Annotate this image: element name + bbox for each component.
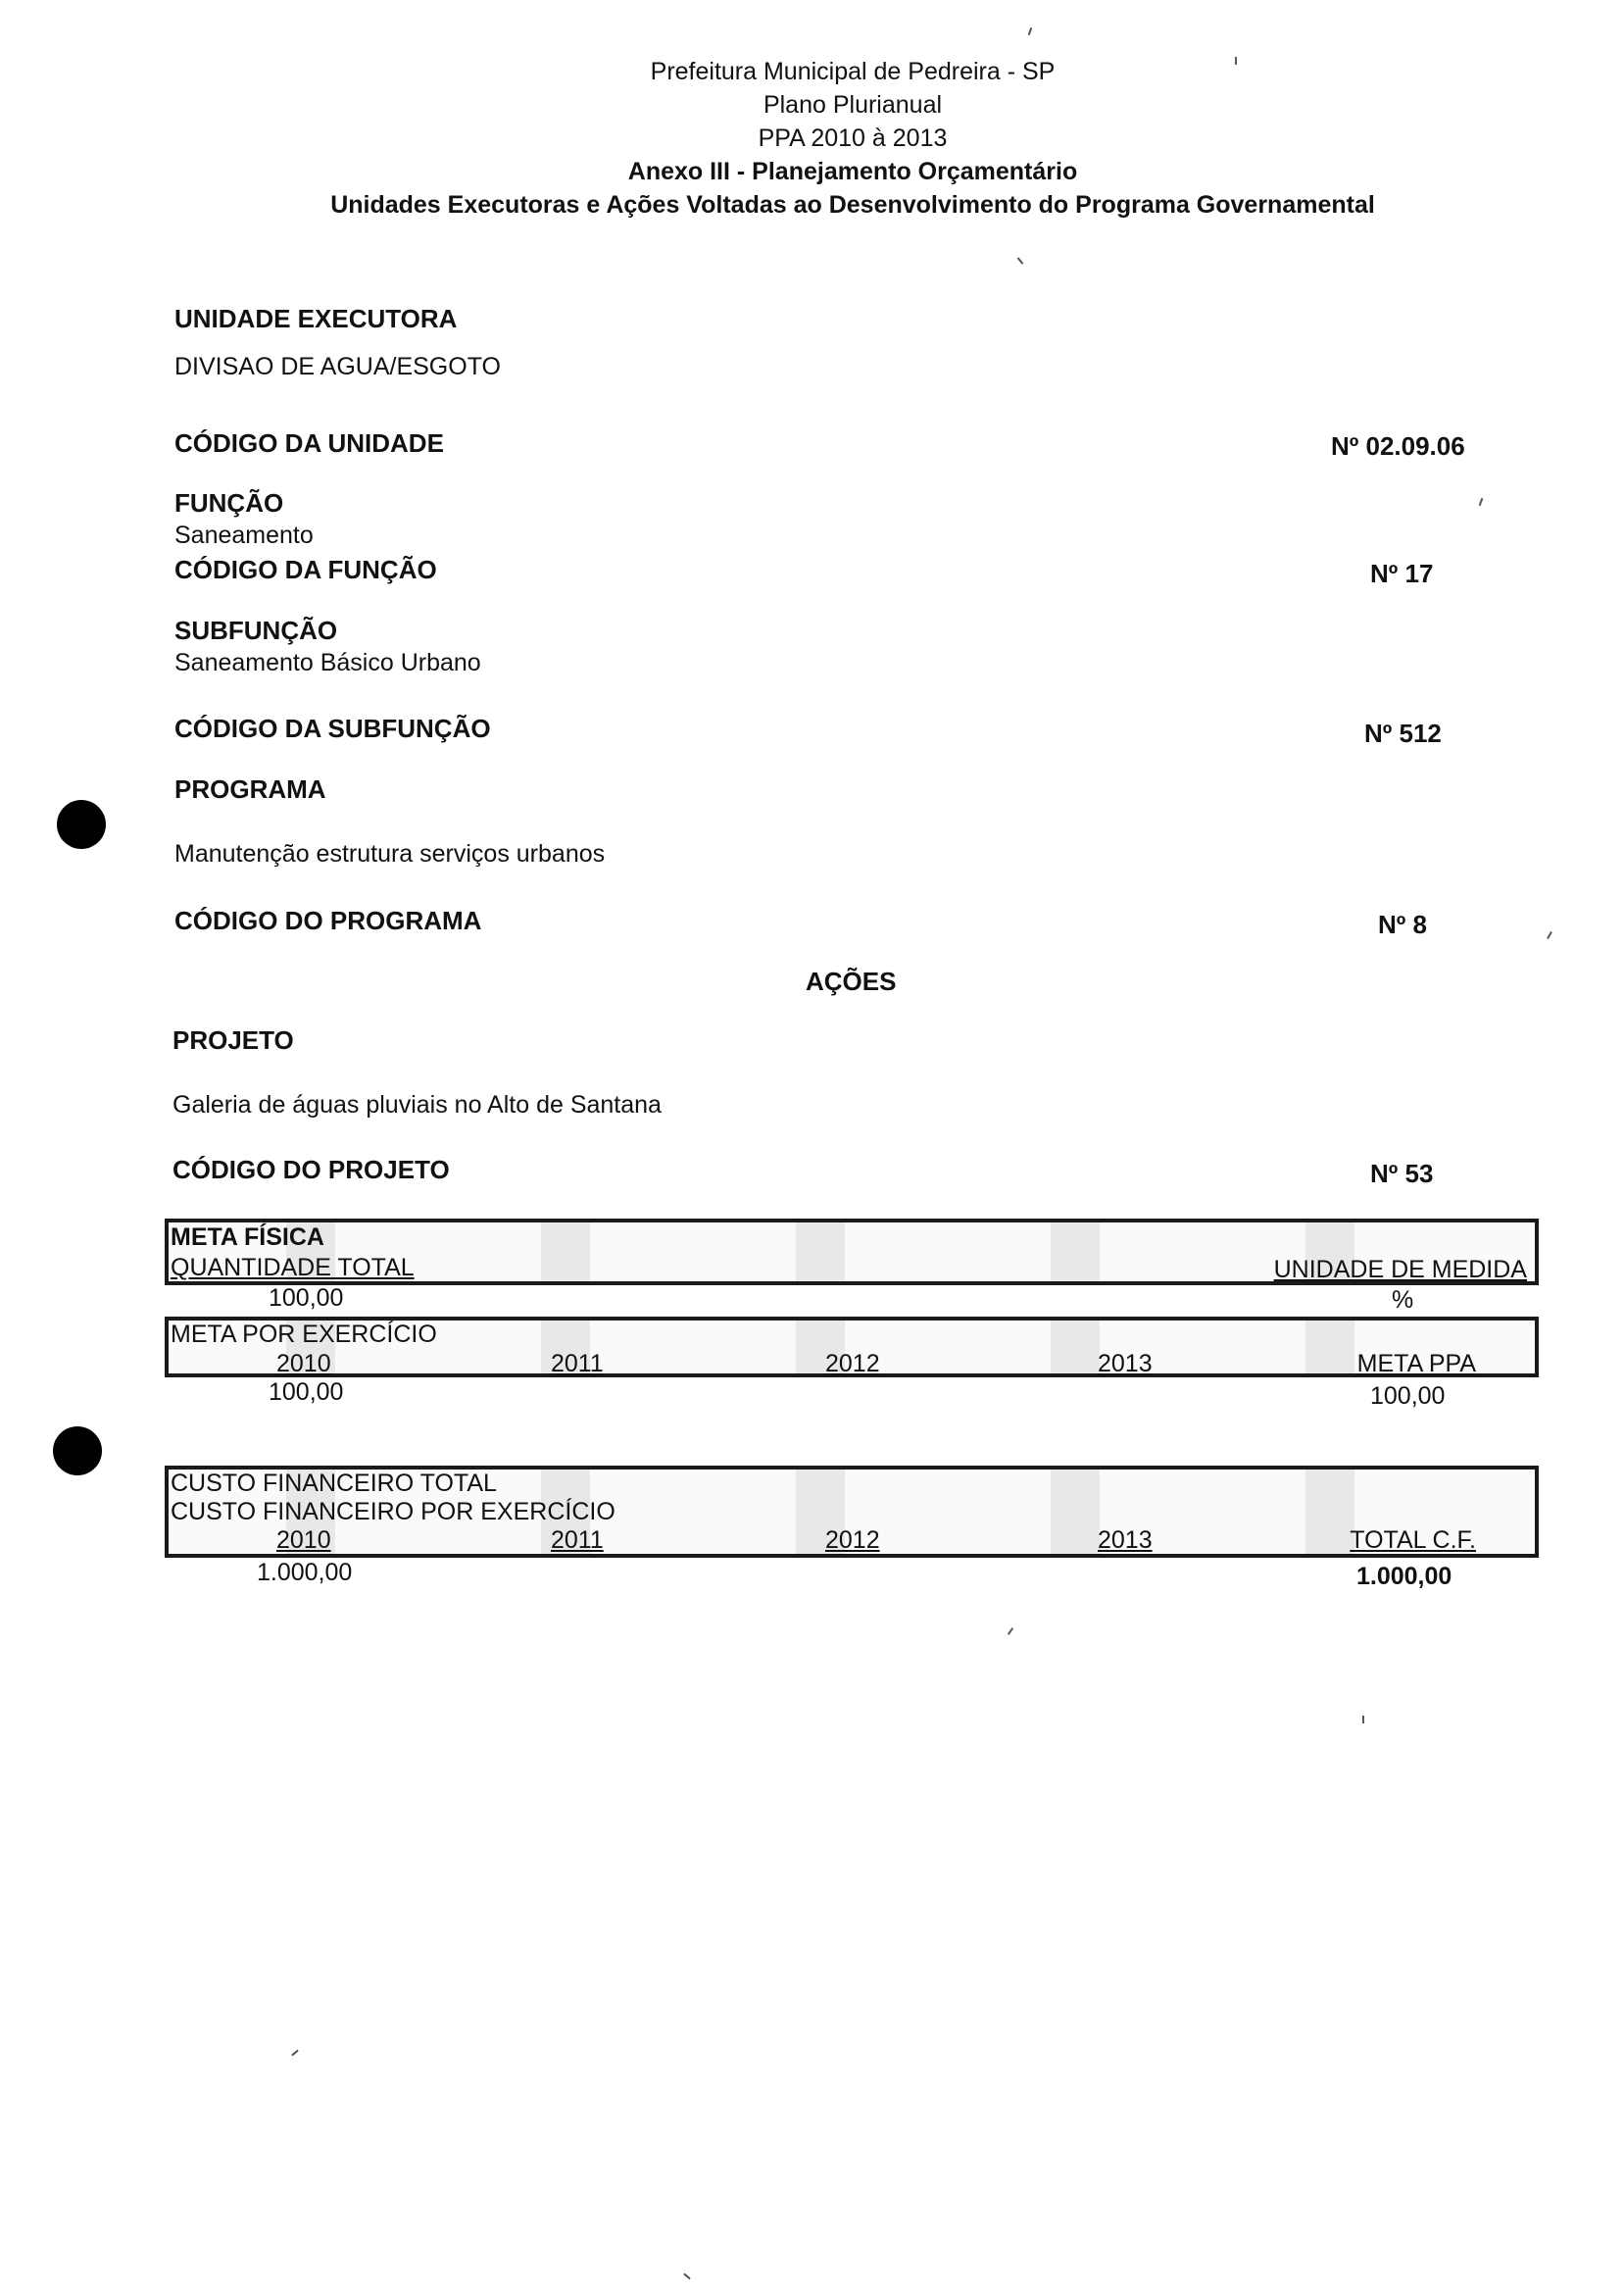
custo-year-2013: 2013 [1098,1526,1153,1554]
scan-speck [1028,27,1033,35]
unidade-executora-label: UNIDADE EXECUTORA [174,304,458,333]
scan-speck [683,2273,690,2280]
meta-exercicio-title: META POR EXERCÍCIO [171,1321,437,1348]
scan-speck [1008,1627,1013,1635]
meta-year-2013: 2013 [1098,1350,1153,1377]
codigo-unidade-value: Nº 02.09.06 [1331,431,1465,461]
codigo-funcao-label: CÓDIGO DA FUNÇÃO [174,555,437,584]
scan-speck [1479,498,1484,506]
codigo-projeto-value: Nº 53 [1370,1159,1434,1188]
funcao-value: Saneamento [174,522,314,549]
header-plan: Plano Plurianual [763,91,943,119]
codigo-programa-label: CÓDIGO DO PROGRAMA [174,906,482,935]
total-cf-value: 1.000,00 [1356,1563,1452,1590]
scan-speck [291,2050,298,2057]
custo-exercicio-subtitle: CUSTO FINANCEIRO POR EXERCÍCIO [171,1498,615,1525]
projeto-label: PROJETO [172,1025,294,1055]
custo-financeiro-title: CUSTO FINANCEIRO TOTAL [171,1470,497,1497]
meta-fisica-box [165,1219,1539,1285]
custo-year-2012: 2012 [825,1526,880,1554]
funcao-label: FUNÇÃO [174,488,284,518]
codigo-subfuncao-label: CÓDIGO DA SUBFUNÇÃO [174,714,491,743]
unidade-medida-label: UNIDADE DE MEDIDA [1273,1256,1527,1283]
meta-ppa-value: 100,00 [1370,1382,1446,1410]
meta-year-2011: 2011 [551,1350,604,1377]
acoes-title: AÇÕES [806,967,897,996]
subfuncao-value: Saneamento Básico Urbano [174,649,481,676]
total-cf-label: TOTAL C.F. [1350,1526,1476,1554]
meta-2010-value: 100,00 [269,1378,344,1406]
unidade-executora-value: DIVISAO DE AGUA/ESGOTO [174,353,501,380]
custo-year-2010: 2010 [276,1526,331,1554]
meta-year-2010: 2010 [276,1350,331,1377]
codigo-subfuncao-value: Nº 512 [1364,719,1442,748]
custo-financeiro-box [165,1466,1539,1558]
header-ppa: PPA 2010 à 2013 [758,125,948,152]
header-annex: Anexo III - Planejamento Orçamentário [627,158,1078,185]
scan-speck [1547,931,1552,939]
unidade-medida-value: % [1392,1286,1414,1314]
scan-speck [1235,57,1237,65]
custo-year-2011: 2011 [551,1526,604,1554]
meta-ppa-label: META PPA [1356,1350,1476,1377]
programa-label: PROGRAMA [174,774,326,804]
scan-speck [1017,257,1024,264]
meta-fisica-title: META FÍSICA [171,1223,324,1251]
header-subtitle: Unidades Executoras e Ações Voltadas ao Desenvolvimento do Programa Governamental [330,191,1375,219]
codigo-projeto-label: CÓDIGO DO PROJETO [172,1155,450,1184]
punch-hole-bottom [53,1426,102,1475]
meta-exercicio-box [165,1317,1539,1377]
quantidade-total-value: 100,00 [269,1284,344,1312]
header-municipality: Prefeitura Municipal de Pedreira - SP [650,58,1056,85]
codigo-funcao-value: Nº 17 [1370,559,1434,588]
quantidade-total-label: QUANTIDADE TOTAL [171,1254,415,1281]
codigo-programa-value: Nº 8 [1378,910,1427,939]
subfuncao-label: SUBFUNÇÃO [174,616,338,645]
custo-2010-value: 1.000,00 [257,1559,353,1586]
scan-speck [1362,1716,1364,1723]
meta-year-2012: 2012 [825,1350,880,1377]
punch-hole-top [57,800,106,849]
projeto-value: Galeria de águas pluviais no Alto de Santana [172,1091,662,1119]
programa-value: Manutenção estrutura serviços urbanos [174,840,606,868]
codigo-unidade-label: CÓDIGO DA UNIDADE [174,428,444,458]
